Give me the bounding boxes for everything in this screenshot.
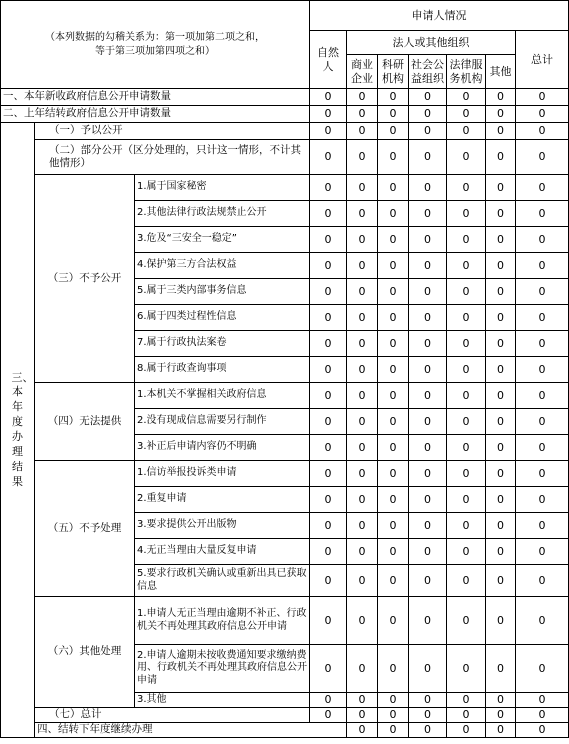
value-cell: 0 (378, 123, 409, 140)
value-cell: 0 (409, 723, 447, 738)
row-label: 2.申请人逾期未按收费通知要求缴纳费用、行政机关不再处理其政府信息公开申请 (135, 645, 310, 693)
value-cell: 0 (486, 331, 516, 357)
row-label: 2.重复申请 (135, 487, 310, 513)
section-3-label: 三、本年度办理结果 (1, 123, 35, 738)
value-cell: 0 (486, 106, 516, 123)
value-cell: 0 (516, 565, 569, 597)
value-cell: 0 (378, 253, 409, 279)
row-label: 一、本年新收政府信息公开申请数量 (1, 89, 310, 106)
value-cell: 0 (347, 123, 378, 140)
group-4-label: （四）无法提供 (35, 383, 135, 461)
value-cell: 0 (310, 175, 347, 201)
value-cell: 0 (310, 645, 347, 693)
value-cell: 0 (378, 106, 409, 123)
natural-person-header: 自然人 (310, 31, 347, 89)
value-cell: 0 (516, 253, 569, 279)
value-cell: 0 (447, 383, 486, 409)
value-cell: 0 (447, 253, 486, 279)
value-cell: 0 (378, 487, 409, 513)
value-cell: 0 (516, 140, 569, 175)
value-cell: 0 (310, 201, 347, 227)
value-cell: 0 (409, 357, 447, 383)
row-label: （二）部分公开（区分处理的，只计这一情形，不计其他情形） (35, 140, 310, 175)
value-cell: 0 (310, 539, 347, 565)
value-cell: 0 (447, 435, 486, 461)
value-cell: 0 (447, 89, 486, 106)
note-line-2: 等于第三项加第四项之和） (95, 45, 216, 57)
row-label: （一）予以公开 (35, 123, 310, 140)
value-cell: 0 (347, 140, 378, 175)
value-cell: 0 (516, 435, 569, 461)
value-cell: 0 (409, 461, 447, 487)
value-cell: 0 (516, 89, 569, 106)
value-cell: 0 (447, 279, 486, 305)
value-cell: 0 (310, 140, 347, 175)
value-cell: 0 (310, 435, 347, 461)
value-cell: 0 (486, 461, 516, 487)
value-cell: 0 (447, 201, 486, 227)
value-cell: 0 (310, 253, 347, 279)
row-label: 1.本机关不掌握相关政府信息 (135, 383, 310, 409)
value-cell: 0 (516, 123, 569, 140)
value-cell: 0 (486, 723, 516, 738)
row-label: 5.要求行政机关确认或重新出具已获取信息 (135, 565, 310, 597)
value-cell: 0 (378, 597, 409, 645)
row-label: 4.保护第三方合法权益 (135, 253, 310, 279)
value-cell: 0 (409, 513, 447, 539)
value-cell: 0 (486, 279, 516, 305)
value-cell: 0 (486, 140, 516, 175)
value-cell: 0 (347, 331, 378, 357)
value-cell: 0 (447, 409, 486, 435)
value-cell: 0 (409, 123, 447, 140)
commercial-enterprise-header: 商业企业 (347, 55, 378, 89)
value-cell: 0 (516, 487, 569, 513)
row-label: 1.申请人无正当理由逾期不补正、行政机关不再处理其政府信息公开申请 (135, 597, 310, 645)
value-cell: 0 (516, 539, 569, 565)
value-cell: 0 (347, 461, 378, 487)
value-cell: 0 (409, 708, 447, 723)
value-cell: 0 (447, 357, 486, 383)
value-cell: 0 (347, 305, 378, 331)
value-cell: 0 (347, 565, 378, 597)
value-cell: 0 (409, 435, 447, 461)
value-cell: 0 (378, 435, 409, 461)
value-cell: 0 (347, 383, 378, 409)
relation-note (1, 1, 310, 89)
value-cell: 0 (347, 279, 378, 305)
value-cell: 0 (378, 708, 409, 723)
value-cell: 0 (486, 201, 516, 227)
value-cell: 0 (516, 305, 569, 331)
value-cell: 0 (347, 227, 378, 253)
value-cell: 0 (486, 357, 516, 383)
value-cell: 0 (409, 279, 447, 305)
value-cell: 0 (486, 253, 516, 279)
value-cell: 0 (378, 461, 409, 487)
value-cell: 0 (310, 409, 347, 435)
value-cell: 0 (409, 565, 447, 597)
value-cell: 0 (447, 539, 486, 565)
value-cell: 0 (486, 708, 516, 723)
value-cell: 0 (516, 708, 569, 723)
value-cell: 0 (486, 123, 516, 140)
value-cell: 0 (447, 565, 486, 597)
value-cell: 0 (447, 175, 486, 201)
value-cell: 0 (347, 723, 378, 738)
value-cell: 0 (378, 693, 409, 708)
value-cell: 0 (409, 140, 447, 175)
value-cell: 0 (516, 201, 569, 227)
value-cell: 0 (378, 201, 409, 227)
value-cell: 0 (516, 597, 569, 645)
value-cell: 0 (378, 383, 409, 409)
value-cell: 0 (347, 539, 378, 565)
value-cell: 0 (516, 409, 569, 435)
value-cell: 0 (310, 383, 347, 409)
value-cell: 0 (409, 409, 447, 435)
value-cell: 0 (347, 708, 378, 723)
value-cell: 0 (409, 597, 447, 645)
value-cell: 0 (486, 435, 516, 461)
value-cell: 0 (516, 461, 569, 487)
value-cell: 0 (378, 279, 409, 305)
value-cell: 0 (347, 597, 378, 645)
value-cell: 0 (486, 175, 516, 201)
value-cell: 0 (378, 175, 409, 201)
value-cell: 0 (516, 331, 569, 357)
value-cell: 0 (486, 409, 516, 435)
value-cell: 0 (447, 513, 486, 539)
value-cell: 0 (409, 487, 447, 513)
row-label: 3.危及“三安全一稳定” (135, 227, 310, 253)
value-cell: 0 (486, 305, 516, 331)
row-label: 5.属于三类内部事务信息 (135, 279, 310, 305)
value-cell: 0 (378, 513, 409, 539)
value-cell: 0 (310, 565, 347, 597)
value-cell: 0 (486, 513, 516, 539)
value-cell: 0 (310, 227, 347, 253)
row-label: 2.没有现成信息需要另行制作 (135, 409, 310, 435)
value-cell: 0 (310, 708, 347, 723)
value-cell: 0 (486, 539, 516, 565)
value-cell: 0 (409, 227, 447, 253)
row-label: 6.属于四类过程性信息 (135, 305, 310, 331)
group-5-label: （五）不予处理 (35, 461, 135, 597)
value-cell: 0 (378, 565, 409, 597)
group-3-label: （三）不予公开 (35, 175, 135, 383)
value-cell: 0 (447, 487, 486, 513)
value-cell: 0 (486, 597, 516, 645)
value-cell: 0 (447, 331, 486, 357)
legal-service-org-header: 法律服务机构 (447, 55, 486, 89)
value-cell: 0 (310, 597, 347, 645)
row-label: （七）总计 (35, 708, 310, 723)
value-cell: 0 (378, 227, 409, 253)
value-cell: 0 (347, 435, 378, 461)
value-cell: 0 (516, 279, 569, 305)
row-label: 3.其他 (135, 693, 310, 708)
research-institution-header: 科研机构 (378, 55, 409, 89)
value-cell: 0 (409, 693, 447, 708)
value-cell: 0 (447, 305, 486, 331)
value-cell: 0 (447, 645, 486, 693)
value-cell: 0 (378, 140, 409, 175)
value-cell: 0 (310, 487, 347, 513)
value-cell: 0 (347, 409, 378, 435)
value-cell: 0 (347, 253, 378, 279)
value-cell: 0 (378, 357, 409, 383)
value-cell: 0 (378, 409, 409, 435)
value-cell: 0 (516, 513, 569, 539)
row-label: 四、结转下年度继续办理 (35, 723, 347, 738)
value-cell: 0 (516, 723, 569, 738)
value-cell: 0 (409, 305, 447, 331)
value-cell: 0 (347, 645, 378, 693)
value-cell: 0 (378, 723, 409, 738)
legal-or-other-org-header: 法人或其他组织 (347, 31, 516, 55)
value-cell: 0 (486, 565, 516, 597)
value-cell: 0 (310, 279, 347, 305)
row-label: 7.属于行政执法案卷 (135, 331, 310, 357)
value-cell: 0 (447, 140, 486, 175)
value-cell: 0 (516, 175, 569, 201)
value-cell: 0 (347, 106, 378, 123)
value-cell: 0 (347, 357, 378, 383)
value-cell: 0 (347, 89, 378, 106)
value-cell: 0 (447, 461, 486, 487)
value-cell: 0 (447, 597, 486, 645)
value-cell: 0 (447, 708, 486, 723)
value-cell: 0 (516, 645, 569, 693)
total-header: 总计 (516, 31, 569, 89)
value-cell: 0 (409, 645, 447, 693)
value-cell: 0 (347, 487, 378, 513)
value-cell: 0 (378, 89, 409, 106)
value-cell: 0 (447, 227, 486, 253)
value-cell: 0 (310, 89, 347, 106)
row-label: 3.补正后申请内容仍不明确 (135, 435, 310, 461)
value-cell: 0 (486, 89, 516, 106)
row-label: 1.信访举报投诉类申请 (135, 461, 310, 487)
value-cell: 0 (310, 513, 347, 539)
value-cell: 0 (310, 123, 347, 140)
value-cell: 0 (409, 106, 447, 123)
value-cell: 0 (378, 645, 409, 693)
value-cell: 0 (409, 253, 447, 279)
row-label: 8.属于行政查询事项 (135, 357, 310, 383)
value-cell: 0 (310, 106, 347, 123)
value-cell: 0 (347, 201, 378, 227)
value-cell: 0 (310, 693, 347, 708)
value-cell: 0 (409, 539, 447, 565)
row-label: 4.无正当理由大量反复申请 (135, 539, 310, 565)
row-label: 二、上年结转政府信息公开申请数量 (1, 106, 310, 123)
row-label: 1.属于国家秘密 (135, 175, 310, 201)
value-cell: 0 (486, 645, 516, 693)
value-cell: 0 (447, 106, 486, 123)
value-cell: 0 (378, 331, 409, 357)
value-cell: 0 (516, 693, 569, 708)
value-cell: 0 (516, 383, 569, 409)
value-cell: 0 (516, 106, 569, 123)
value-cell: 0 (516, 227, 569, 253)
value-cell: 0 (486, 227, 516, 253)
social-welfare-org-header: 社会公益组织 (409, 55, 447, 89)
other-header: 其他 (486, 55, 516, 89)
value-cell: 0 (378, 539, 409, 565)
group-6-label: （六）其他处理 (35, 597, 135, 708)
applicant-info-header: 申请人情况 (310, 1, 569, 31)
value-cell: 0 (378, 305, 409, 331)
value-cell: 0 (310, 461, 347, 487)
value-cell: 0 (347, 175, 378, 201)
value-cell: 0 (409, 89, 447, 106)
value-cell: 0 (310, 305, 347, 331)
value-cell: 0 (409, 383, 447, 409)
value-cell: 0 (486, 693, 516, 708)
value-cell: 0 (310, 357, 347, 383)
value-cell: 0 (409, 175, 447, 201)
value-cell: 0 (486, 383, 516, 409)
value-cell: 0 (516, 357, 569, 383)
value-cell: 0 (409, 201, 447, 227)
value-cell: 0 (447, 123, 486, 140)
value-cell: 0 (486, 487, 516, 513)
value-cell: 0 (310, 331, 347, 357)
value-cell: 0 (409, 331, 447, 357)
value-cell: 0 (447, 693, 486, 708)
value-cell: 0 (347, 693, 378, 708)
value-cell: 0 (447, 723, 486, 738)
value-cell: 0 (347, 513, 378, 539)
row-label: 2.其他法律行政法规禁止公开 (135, 201, 310, 227)
row-label: 3.要求提供公开出版物 (135, 513, 310, 539)
note-line-1: （本列数据的勾稽关系为：第一项加第二项之和， (45, 32, 266, 43)
